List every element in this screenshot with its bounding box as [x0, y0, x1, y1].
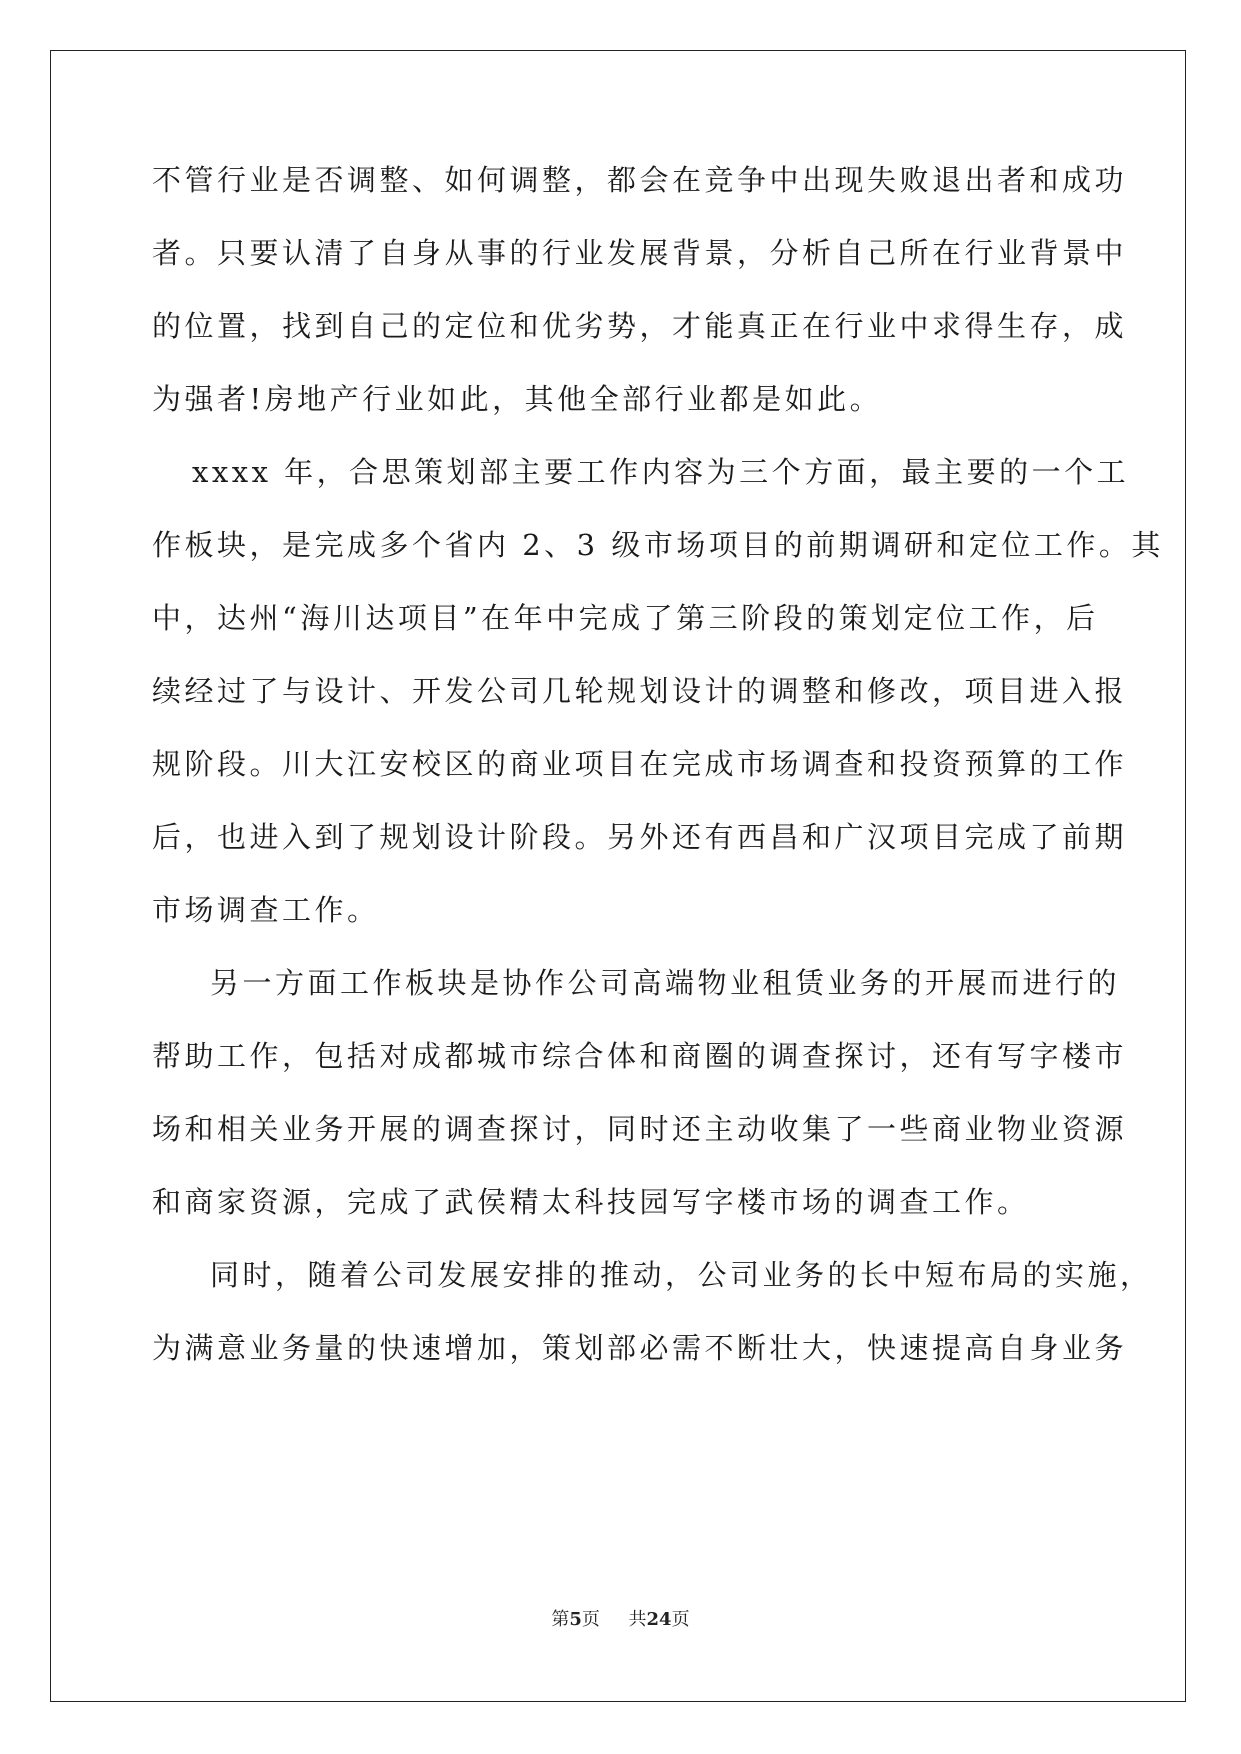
text-line: 规阶段。川大江安校区的商业项目在完成市场调查和投资预算的工作 [152, 747, 1128, 781]
text-line: 场和相关业务开展的调查探讨，同时还主动收集了一些商业物业资源 [152, 1112, 1128, 1146]
total-pages: 24 [646, 1609, 672, 1630]
text-line: 帮助工作，包括对成都城市综合体和商圈的调查探讨，还有写字楼市 [152, 1039, 1128, 1073]
text-line: 作板块，是完成多个省内 2、3 级市场项目的前期调研和定位工作。其 [152, 528, 1164, 562]
text-line: 不管行业是否调整、如何调整，都会在竞争中出现失败退出者和成功 [152, 163, 1128, 197]
text-line: 市场调查工作。 [152, 893, 380, 927]
text-line: 中，达州“海川达项目”在年中完成了第三阶段的策划定位工作，后 [152, 601, 1099, 635]
text-line: 和商家资源，完成了武侯精太科技园写字楼市场的调查工作。 [152, 1185, 1030, 1219]
text-line: 的位置，找到自己的定位和优劣势，才能真正在行业中求得生存，成 [152, 309, 1128, 343]
total-prefix: 共 [628, 1609, 647, 1630]
page-suffix: 页 [581, 1609, 600, 1630]
text-line: 为强者!房地产行业如此，其他全部行业都是如此。 [152, 382, 883, 416]
page-number: 5 [569, 1609, 582, 1630]
paragraph-first-line: xxxx 年，合思策划部主要工作内容为三个方面，最主要的一个工 [192, 455, 1130, 489]
text-line: 为满意业务量的快速增加，策划部必需不断壮大，快速提高自身业务 [152, 1331, 1128, 1365]
page-prefix: 第 [551, 1609, 570, 1630]
text-line: 者。只要认清了自身从事的行业发展背景，分析自己所在行业背景中 [152, 236, 1128, 270]
paragraph-first-line: 同时，随着公司发展安排的推动，公司业务的长中短布局的实施， [210, 1258, 1153, 1292]
page-footer [0, 1605, 1241, 1631]
total-suffix: 页 [671, 1609, 690, 1630]
text-line: 续经过了与设计、开发公司几轮规划设计的调整和修改，项目进入报 [152, 674, 1128, 708]
text-line: 后，也进入到了规划设计阶段。另外还有西昌和广汉项目完成了前期 [152, 820, 1128, 854]
paragraph-first-line: 另一方面工作板块是协作公司高端物业租赁业务的开展而进行的 [210, 966, 1121, 1000]
page-border [50, 50, 1186, 1702]
